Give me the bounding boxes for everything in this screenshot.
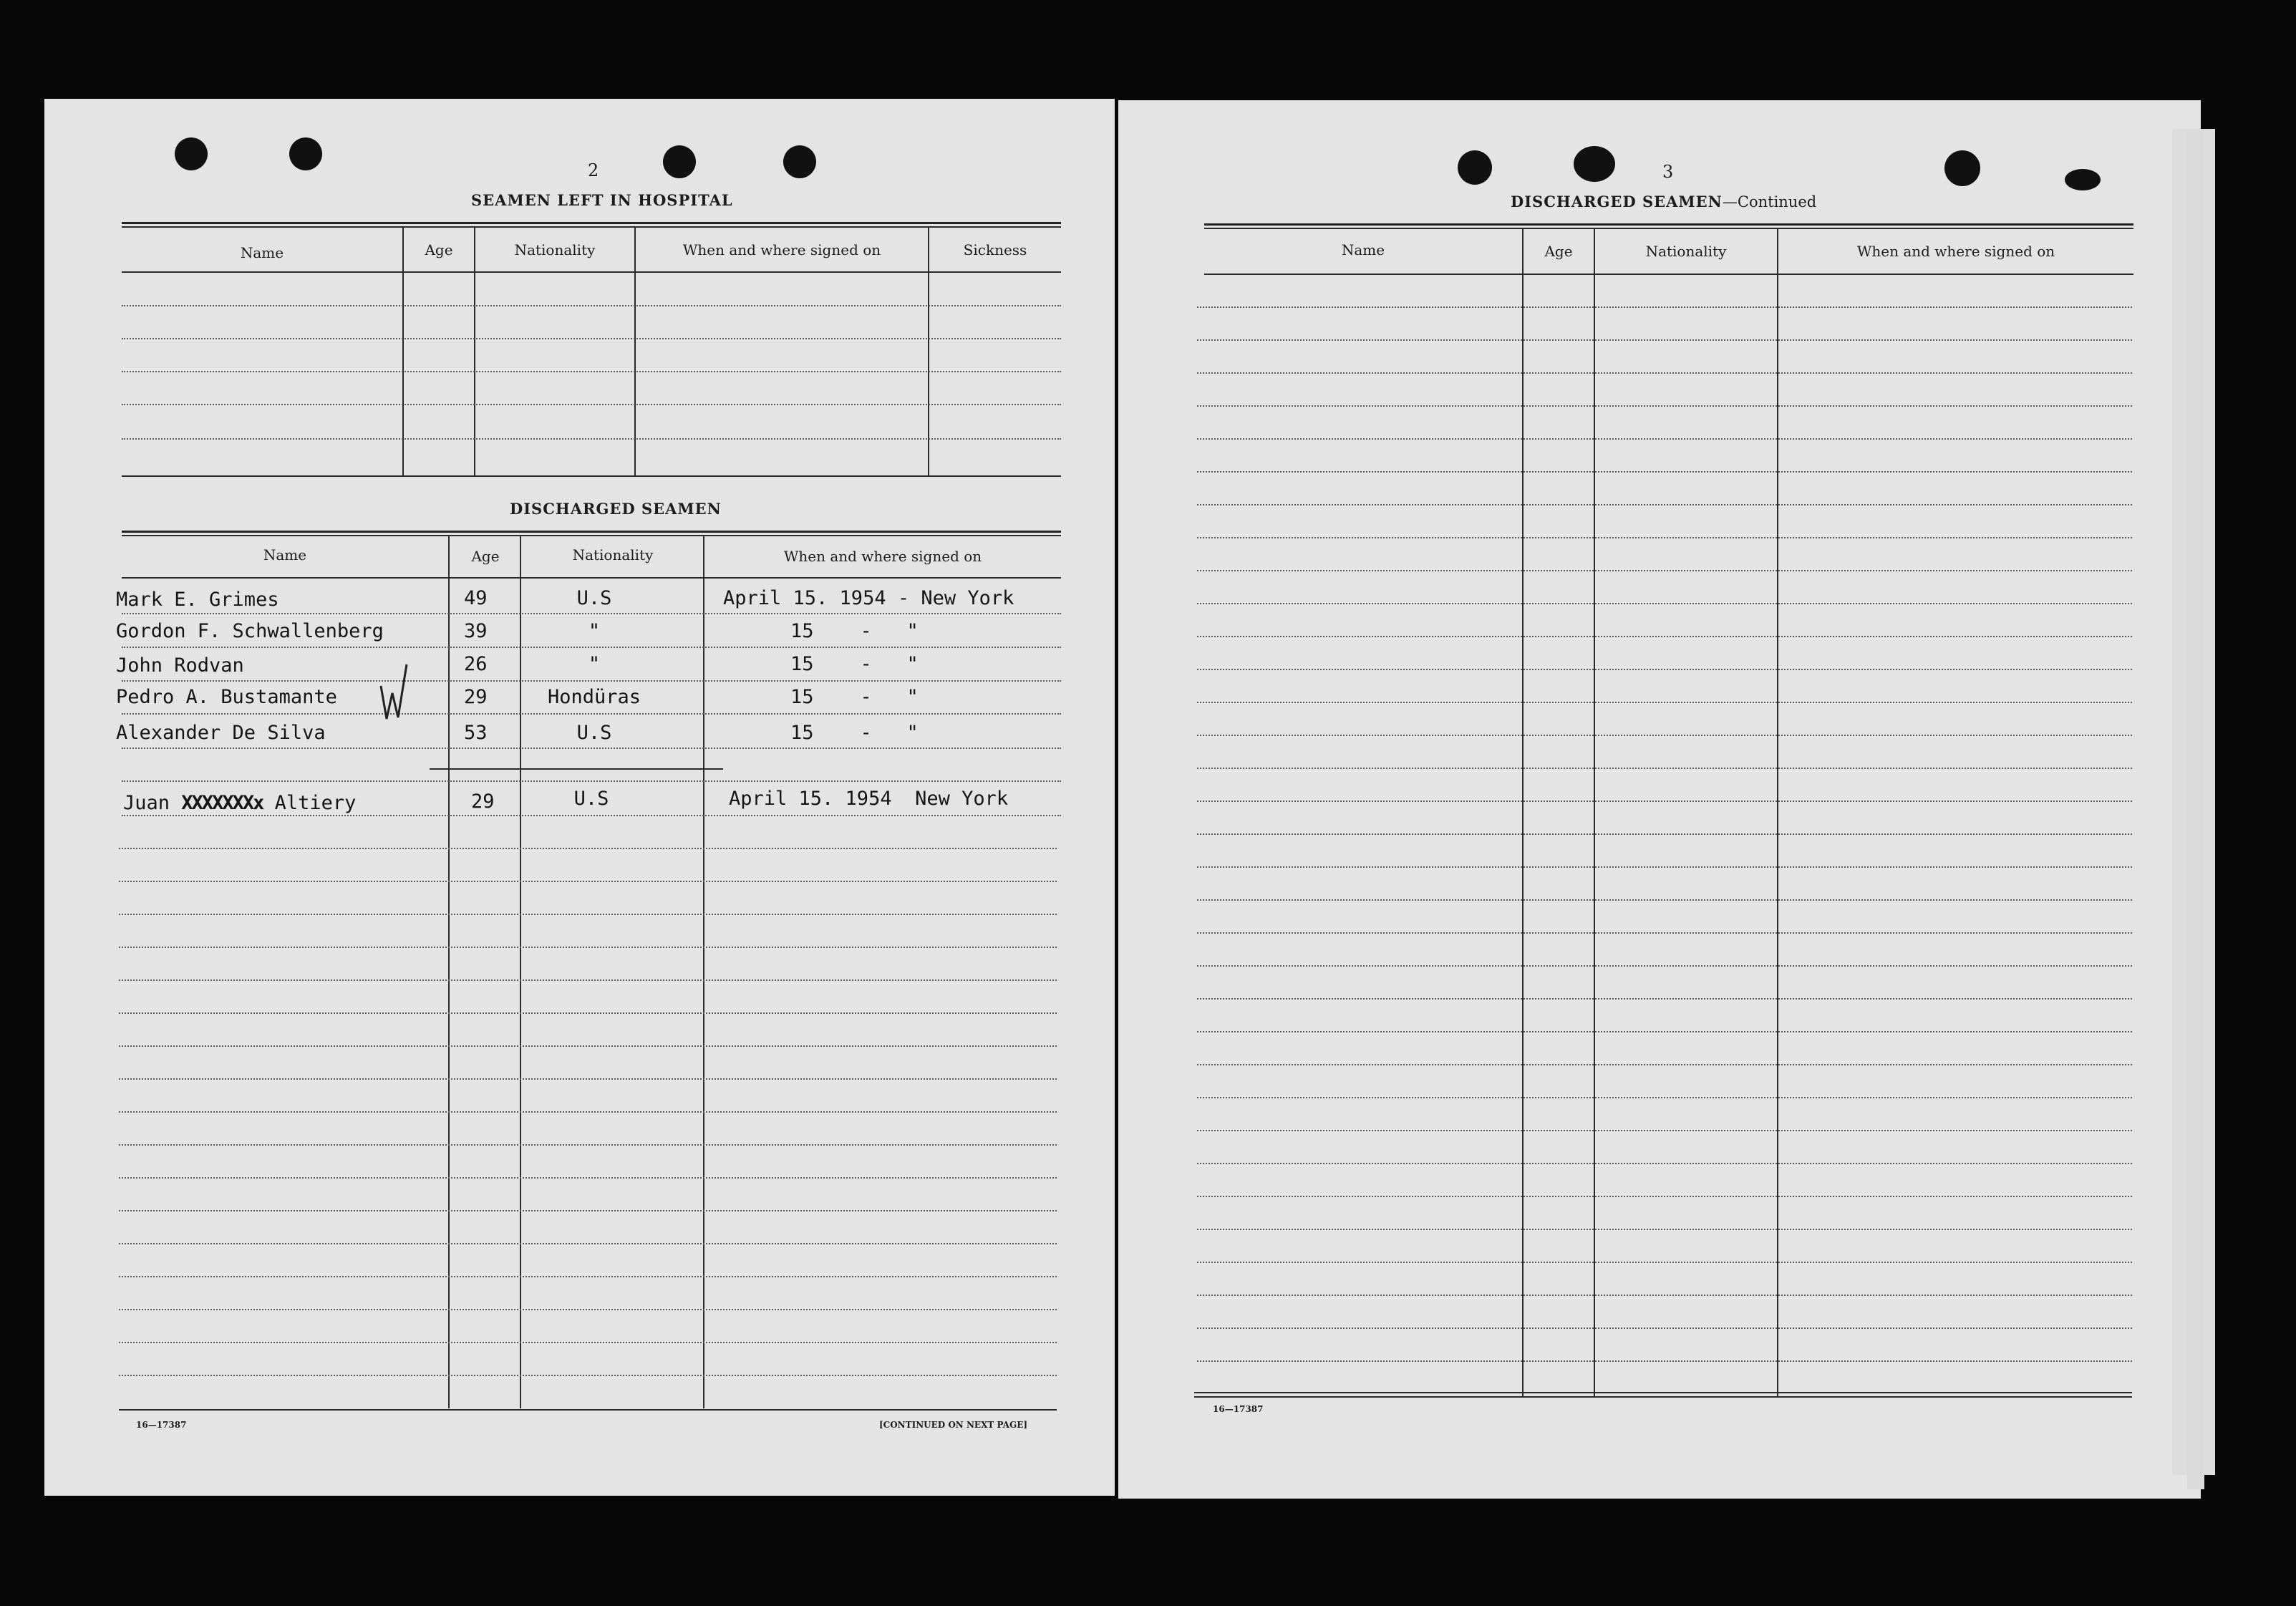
seaman-age: 29	[471, 790, 495, 813]
punch-hole	[783, 145, 816, 178]
page-number: 3	[1662, 162, 1674, 182]
header-rule	[1204, 274, 2133, 275]
row-rule	[119, 848, 1057, 849]
row-rule	[119, 1243, 1057, 1244]
row-rule	[1197, 1130, 2132, 1131]
row-rule	[1197, 1229, 2132, 1230]
column-header-signed-on: When and where signed on	[783, 548, 982, 565]
seaman-nationality: Hondüras	[547, 686, 641, 708]
seaman-age: 49	[464, 587, 488, 609]
column-divider	[520, 535, 521, 1408]
row-rule	[1197, 1360, 2132, 1362]
header-rule	[122, 577, 1061, 579]
name-last: Altiery	[274, 792, 357, 814]
row-rule	[122, 815, 1061, 816]
seaman-nationality: U.S	[576, 587, 612, 609]
seaman-signed-on: April 15. 1954 New York	[729, 788, 1009, 810]
seaman-age: 26	[464, 653, 488, 675]
column-header-name: Name	[240, 244, 284, 261]
seaman-name: Alexander De Silva	[116, 722, 326, 744]
punch-hole	[1458, 150, 1492, 185]
row-rule	[122, 713, 1061, 715]
seaman-name	[123, 792, 356, 814]
row-rule	[1197, 1327, 2132, 1329]
seaman-age: 39	[464, 620, 488, 642]
seaman-signed-on: 15 - "	[790, 722, 919, 744]
row-rule	[119, 979, 1057, 981]
row-rule	[119, 914, 1057, 915]
seaman-signed-on: 15 - "	[790, 620, 919, 642]
row-rule	[1197, 669, 2132, 670]
header-rule	[122, 271, 1061, 273]
row-rule	[119, 881, 1057, 882]
seaman-nationality: U.S	[573, 788, 609, 810]
punch-hole	[289, 137, 322, 170]
row-rule	[119, 1375, 1057, 1376]
row-rule	[119, 1309, 1057, 1310]
row-rule	[122, 338, 1061, 339]
seaman-signed-on: 15 - "	[790, 686, 919, 708]
row-rule	[1197, 537, 2132, 538]
row-rule	[119, 1177, 1057, 1179]
row-rule	[119, 1342, 1057, 1343]
row-rule	[1197, 833, 2132, 835]
column-header-nationality: Nationality	[572, 546, 654, 563]
row-rule	[1197, 603, 2132, 604]
discharged-section-title: DISCHARGED SEAMEN	[510, 500, 722, 518]
right-page	[1118, 100, 2201, 1499]
punch-hole	[1574, 146, 1615, 182]
column-header-nationality: Nationality	[1645, 243, 1727, 260]
row-rule	[1197, 1064, 2132, 1065]
title-suffix: —Continued	[1722, 193, 1817, 211]
row-rule	[1197, 1262, 2132, 1263]
row-rule	[119, 1045, 1057, 1047]
row-rule	[1197, 405, 2132, 407]
row-rule	[1197, 1097, 2132, 1098]
struck-out-text: XXXXXXXx	[181, 792, 263, 814]
column-header-age: Age	[1544, 243, 1573, 260]
row-rule	[122, 647, 1061, 648]
seaman-name: Mark E. Grimes	[116, 589, 279, 611]
page-edge	[2187, 129, 2204, 1489]
row-rule	[119, 1111, 1057, 1113]
row-rule	[1197, 306, 2132, 308]
column-header-signed-on: When and where signed on	[682, 241, 881, 258]
seaman-name: John Rodvan	[116, 654, 244, 677]
row-rule	[122, 438, 1061, 440]
page-number: 2	[588, 160, 599, 180]
punch-hole	[175, 137, 208, 170]
punch-hole	[663, 145, 696, 178]
row-rule	[1197, 636, 2132, 637]
row-rule	[1197, 768, 2132, 769]
row-rule	[122, 305, 1061, 306]
row-rule	[1197, 800, 2132, 802]
name-first: Juan	[123, 792, 170, 814]
table-rule	[122, 535, 1061, 536]
row-rule	[122, 404, 1061, 405]
row-rule	[1197, 438, 2132, 440]
column-header-name: Name	[1341, 241, 1385, 258]
seaman-nationality: U.S	[576, 722, 612, 744]
row-rule	[119, 1012, 1057, 1014]
seaman-name: Pedro A. Bustamante	[116, 686, 337, 708]
form-number: 16—17387	[136, 1420, 187, 1430]
column-header-age: Age	[425, 241, 453, 258]
row-rule	[119, 947, 1057, 948]
seaman-age: 29	[464, 686, 488, 708]
row-rule	[1197, 866, 2132, 868]
row-rule	[122, 680, 1061, 682]
seaman-signed-on: 15 - "	[790, 653, 919, 675]
row-rule	[1197, 702, 2132, 703]
check-mark	[377, 662, 412, 723]
underline-rule	[430, 768, 723, 770]
seaman-age: 53	[464, 722, 488, 744]
column-divider	[703, 535, 704, 1408]
table-rule	[122, 226, 1061, 228]
row-rule	[1197, 1163, 2132, 1164]
row-rule	[119, 1276, 1057, 1277]
row-rule	[119, 1210, 1057, 1211]
hospital-section-title: SEAMEN LEFT IN HOSPITAL	[471, 191, 733, 209]
column-divider	[1522, 228, 1524, 1396]
punch-hole	[1944, 150, 1980, 186]
column-header-age: Age	[471, 548, 500, 565]
table-rule	[122, 222, 1061, 224]
row-rule	[122, 613, 1061, 614]
punch-hole	[2065, 169, 2101, 190]
seaman-nationality: "	[588, 620, 601, 642]
form-number: 16—17387	[1213, 1404, 1264, 1414]
row-rule	[1197, 570, 2132, 571]
row-rule	[1197, 735, 2132, 736]
table-rule	[1194, 1392, 2132, 1393]
table-rule	[1194, 1396, 2132, 1398]
row-rule	[122, 371, 1061, 372]
table-rule	[119, 1409, 1057, 1411]
column-header-name: Name	[263, 546, 307, 563]
row-rule	[1197, 1196, 2132, 1197]
row-rule	[119, 1078, 1057, 1080]
row-rule	[1197, 504, 2132, 505]
seaman-name: Gordon F. Schwallenberg	[116, 620, 384, 642]
row-rule	[1197, 998, 2132, 1000]
row-rule	[119, 1144, 1057, 1146]
row-rule	[1197, 932, 2132, 934]
table-rule	[122, 531, 1061, 533]
row-rule	[122, 748, 1061, 749]
row-rule	[1197, 1031, 2132, 1032]
column-header-sickness: Sickness	[963, 241, 1027, 258]
title-text: DISCHARGED SEAMEN	[1511, 193, 1723, 211]
discharged-continued-title	[1511, 193, 1816, 211]
row-rule	[1197, 1295, 2132, 1296]
column-header-signed-on: When and where signed on	[1856, 243, 2055, 260]
continued-note: [CONTINUED ON NEXT PAGE]	[879, 1420, 1028, 1430]
row-rule	[1197, 471, 2132, 473]
table-rule	[1204, 223, 2133, 226]
column-divider	[1777, 228, 1778, 1396]
row-rule	[122, 780, 1061, 782]
seaman-nationality: "	[588, 653, 601, 675]
row-rule	[1197, 965, 2132, 967]
table-rule	[1204, 228, 2133, 229]
column-divider	[448, 535, 450, 1408]
row-rule	[1197, 899, 2132, 901]
row-rule	[1197, 372, 2132, 374]
column-divider	[1594, 228, 1595, 1396]
seaman-signed-on: April 15. 1954 - New York	[723, 587, 1014, 609]
table-rule	[122, 475, 1061, 477]
column-header-nationality: Nationality	[514, 241, 596, 258]
row-rule	[1197, 339, 2132, 341]
